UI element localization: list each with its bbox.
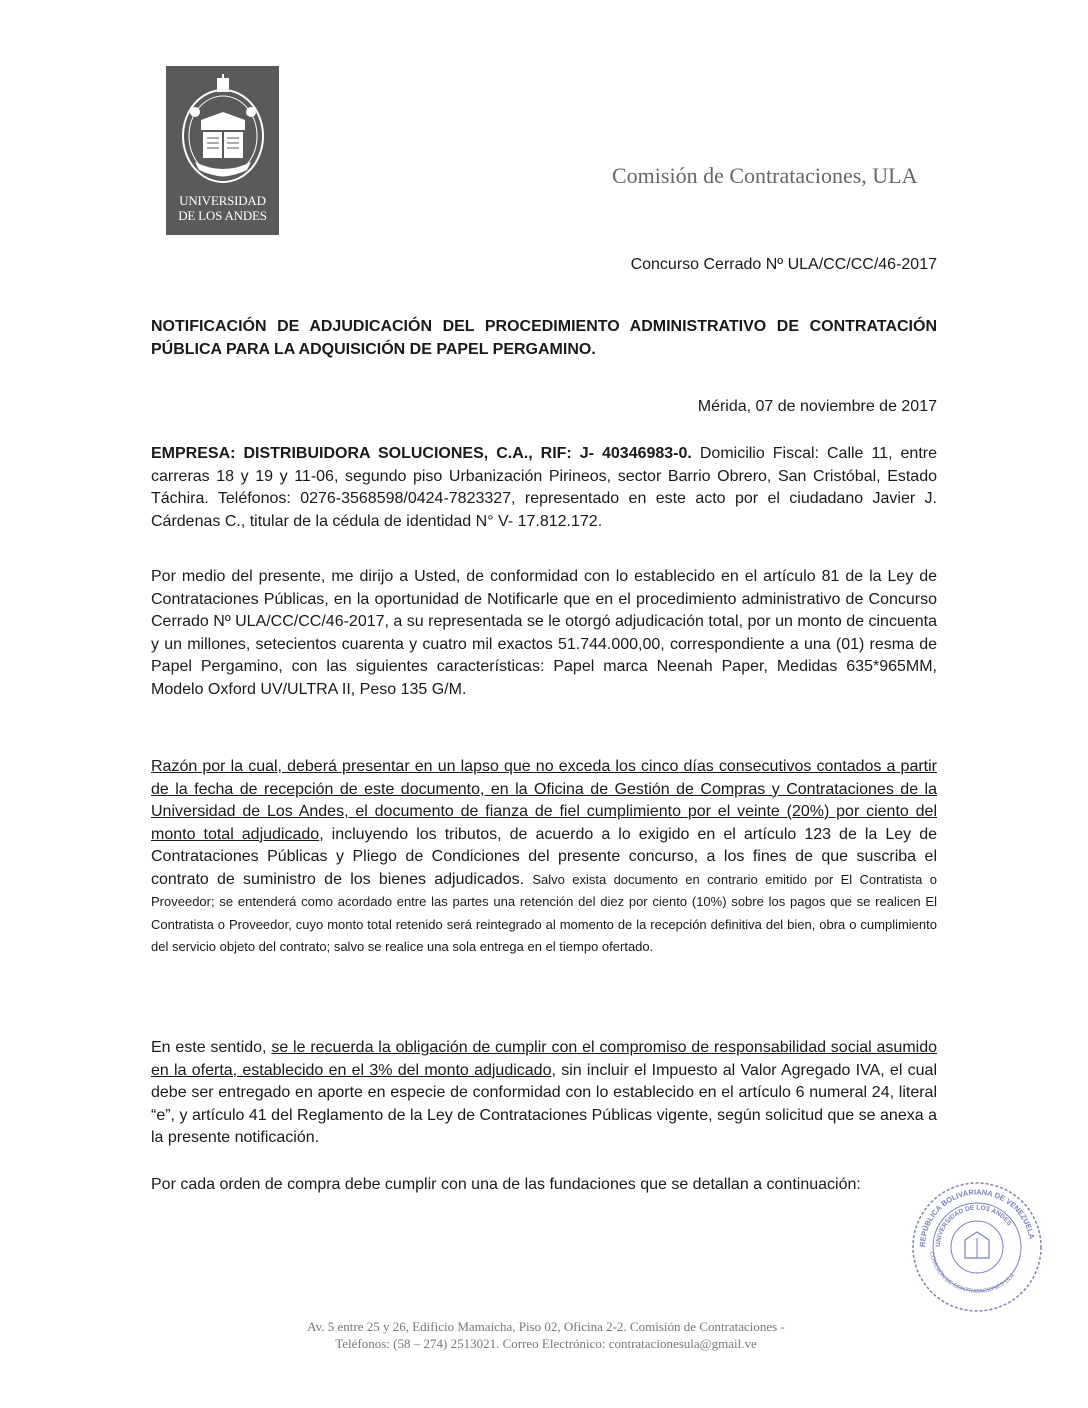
organization-name: Comisión de Contrataciones, ULA [612, 163, 918, 188]
company-paragraph [151, 443, 937, 533]
subject-heading: NOTIFICACIÓN DE ADJUDICACIÓN DEL PROCEDIMIENTO ADMINISTRATIVO DE CONTRATACIÓN PÚBLICA PARA LA ADQUISICIÓN DE PAPEL PERGAMINO. [151, 318, 937, 358]
page-footer [236, 1318, 856, 1352]
guarantee-requirement: Razón por la cual, deberá presentar en un lapso que no exceda los cinco días consecutivos contados a partir de la fecha de recepción de este documento, en la Oficina de Gestión de Compras y Contrataciones de la Universidad de Los Andes, el documento de fianza de fiel cumplimiento por el veinte (20%) por ciento del monto total adjudicado [151, 758, 937, 843]
footer-contact: Teléfonos: (58 – 274) 2513021. Correo Electrónico: contratacionesula@gmail.ve [335, 1336, 757, 1351]
logo-line-2: DE LOS ANDES [178, 208, 267, 223]
university-crest-icon [173, 72, 273, 192]
seal-bottom-text: COMISIÓN DE CONTRATACIONES ULA [927, 1251, 1017, 1296]
social-responsibility-obligation: se le recuerda la obligación de cumplir con el compromiso de responsabilidad social asumido en la oferta, establecido en el 3% del monto adjudicado [151, 1039, 938, 1079]
reference-number: Concurso Cerrado Nº ULA/CC/CC/46-2017 [630, 256, 937, 273]
company-details: Domicilio Fiscal: Calle 11, entre carreras 18 y 19 y 11-06, segundo piso Urbanización Pirineos, sector Barrio Obrero, San Cristóbal, Estado Táchira. Teléfonos: 0276-3568598/0424-7823327, representado en este acto por el ciudadano Javier J. Cárdenas C., titular de la cédula de identidad N° V- 17.812.172. [151, 445, 937, 530]
adjudication-paragraph: Por medio del presente, me dirijo a Usted, de conformidad con lo establecido en el artículo 81 de la Ley de Contrataciones Públicas, en la oportunidad de Notificarle que en el procedimiento administrativo de Concurso Cerrado Nº ULA/CC/CC/46-2017, a su representada se le otorgó adjudicación total, por un monto de cincuenta y un millones, setecientos cuarenta y cuatro mil exactos 51.744.000,00, correspondiente a una (01) resma de Papel Pergamino, con las siguientes características: Papel marca Neenah Paper, Medidas 635*965MM, Modelo Oxford UV/ULTRA II, Peso 135 G/M. [151, 568, 937, 698]
retention-note: Salvo exista documento en contrario emitido por El Contratista o Proveedor; se entenderá como acordado entre las partes una retención del diez por ciento (10%) sobre los pagos que se realicen El Contratista o Proveedor, cuyo monto total retenido será reintegrado al momento de la recepción definitiva del bien, obra o cumplimiento del servicio objeto del contrato; salvo se realice una sola entrega en el tiempo ofertado. [151, 871, 937, 954]
university-logo [166, 66, 279, 235]
logo-line-1: UNIVERSIDAD [179, 193, 266, 208]
document-date: Mérida, 07 de noviembre de 2017 [697, 398, 937, 415]
social-responsibility-paragraph [151, 1037, 937, 1150]
social-responsibility-lead: En este sentido, [151, 1039, 272, 1056]
official-seal [910, 1180, 1045, 1315]
company-heading: EMPRESA: DISTRIBUIDORA SOLUCIONES, C.A., RIF: J- 40346983-0. [151, 445, 692, 462]
seal-stamp-icon [910, 1180, 1045, 1315]
guarantee-conditions: , incluyendo los tributos, de acuerdo a lo exigido en el artículo 123 de la Ley de Contrataciones Públicas y Pliego de Condiciones del presente concurso, a los fines de que suscriba el contrato de suministro de los bienes adjudicados. [151, 825, 937, 888]
seal-inner-text: UNIVERSIDAD DE LOS ANDES [934, 1204, 1013, 1248]
social-responsibility-details: , sin incluir el Impuesto al Valor Agregado IVA, el cual debe ser entregado en aporte en especie de conformidad con lo establecido en el artículo 6 numeral 24, literal “e”, y artículo 41 del Reglamento de la Ley de Contrataciones Públicas vigente, según solicitud que se anexa a la presente notificación. [151, 1061, 938, 1146]
seal-outer-text: REPÚBLICA BOLIVARIANA DE VENEZUELA [917, 1187, 1037, 1248]
guarantee-paragraph [151, 756, 937, 959]
footer-address: Av. 5 entre 25 y 26, Edificio Mamaicha, Piso 02, Oficina 2-2. Comisión de Contrataciones - [307, 1319, 785, 1334]
foundations-paragraph: Por cada orden de compra debe cumplir con una de las fundaciones que se detallan a continuación: [151, 1176, 861, 1193]
